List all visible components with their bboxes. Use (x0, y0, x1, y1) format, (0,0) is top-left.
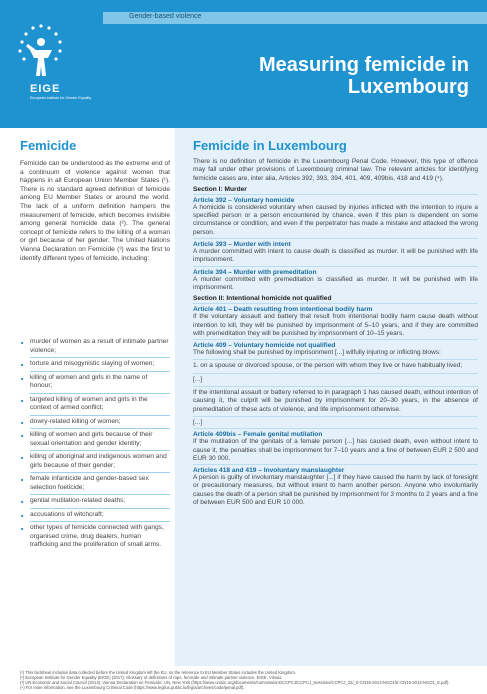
article-409-paragraph-1: 1. on a spouse or divorced spouse, or the person with whom they live or have habitually lived; (193, 362, 463, 370)
footnote: (²) European Institute for Gender Equality (EIGE) (2017), Glossary of definitions of rape, femicide and intimate partner violence, EIGE, Vilnius. (20, 675, 283, 680)
article-394-text: A murder committed with premeditation is classified as murder. It will be punished with life imprisonment. (193, 275, 478, 291)
section-2-heading: Section II: Intentional homicide not qualified (193, 295, 332, 303)
article-409-text: The following shall be punished by imprisonment [...] wilfully injuring or inflicting blows: (193, 349, 441, 357)
article-409-title: Article 409 – Voluntary homicide not qualified (193, 339, 478, 349)
femicide-intro: Femicide can be understood as the extreme end of a continuum of violence against women that happens in all European Union Member States (¹). There is no standard agreed definition of femicide among EU Member States or around the world. The lack of a uniform definition hampers the measurement of femicide, which becomes invisible among general homicide data (²). The general concept of femicide refers to the killing of a woman or girl because of her gender. The United Nations Vienna Declaration on Femicide (³) was the first to identify different types of femicide, including: (20, 160, 170, 262)
tag-label: Gender-based violence (129, 13, 202, 20)
right-column (175, 128, 487, 666)
ellipsis: [...] (193, 375, 203, 383)
article-409bis-title: Article 409bis – Female genital mutilation (193, 428, 478, 438)
article-409bis-text: If the mutilation of the genitals of a female person [...] has caused death, even without intent to cause it, the penalties shall be imprisonment for 7–10 years and a fine of between EUR 2 500 and EUR 30 000. (193, 438, 478, 462)
article-392-title: Article 392 – Voluntary homicide (193, 194, 478, 204)
articles-418-419-title: Articles 418 and 419 – Involuntary manslaughter (193, 464, 478, 474)
list-item: ■ targeted killing of women and girls in the context of armed conflict; (20, 396, 170, 416)
femicide-types-list (20, 338, 170, 552)
footnote: (¹) This factsheet includes data collected before the United Kingdom left the EU, so the reference to EU Member States includes the United Kingdom. (20, 670, 296, 675)
list-item: ■ accusations of witchcraft; (20, 511, 170, 523)
footnote: (⁴) For more information, see the Luxembourg Criminal Code (https://www.legilux.public.lu/leg/a/archives/code/penal.pdf). (20, 685, 245, 690)
list-item: ■ killing of aboriginal and indigenous women and girls because of their gender; (20, 453, 170, 473)
list-item: ■ torture and misogynistic slaying of women; (20, 360, 170, 372)
article-401-text: If the voluntary assault and battery that result from intentional bodily harm cause death without intention to kill, they will be punished by imprisonment of 5–10 years, and if they are committed with premeditation they will be punished by imprisonment of 10–15 years. (193, 313, 478, 337)
femicide-heading: Femicide (20, 138, 77, 153)
tag-bar (103, 12, 487, 24)
luxembourg-content (193, 158, 478, 507)
footnote: (³) UN Economic and Social Council (2013), Vienna Declaration on Femicide, UN, New York (https://www.unodc.org/documents/commissions/CCPCJ/CCPCJ_Sessions/CCPCJ_22/_E-CN15-2013-NGO1/E-CN15-2013-NGO1_E.pdf). (20, 680, 450, 685)
article-401-title: Article 401 – Death resulting from intentional bodily harm (193, 303, 478, 313)
ellipsis: [...] (193, 418, 203, 426)
logo-subtitle: European Institute for Gender Equality (30, 96, 92, 100)
list-item: ■ dowry-related killing of women; (20, 418, 170, 430)
logo-name: EIGE (30, 83, 61, 95)
page-title: Measuring femicide in Luxembourg (258, 54, 469, 98)
section-1-heading: Section I: Murder (193, 185, 247, 193)
luxembourg-heading: Femicide in Luxembourg (193, 138, 347, 153)
list-item: ■ killing of women and girls in the name of honour; (20, 374, 170, 394)
luxembourg-intro: There is no definition of femicide in the Luxembourg Penal Code. However, this type of offence may fall under other provisions of Luxembourg criminal law. The relevant articles for identifying femicide cases are, inter alia, Articles 392, 393, 394, 401, 409, 409bis, 418 and 419 (⁴). (193, 158, 478, 182)
header-banner (0, 0, 487, 128)
article-409-paragraph-2: If the intentional assault or battery referred to in paragraph 1 has caused death, without intention of causing it, the culprit will be punished by imprisonment for 20–30 years, in the absence of premeditation of these acts of violence, and life imprisonment otherwise. (193, 389, 478, 413)
list-item: ■ killing of women and girls because of their sexual orientation and gender identity; (20, 431, 170, 451)
articles-418-419-text: A person is guilty of involuntary manslaughter [...] if they have caused the harm by lack of foresight or precautionary measures, but without intent to harm another person. Anyone who involuntarily causes the death of a person shall be punished by imprisonment for 3 months to 2 years and a fine of between EUR 500 and EUR 10 000. (193, 474, 478, 507)
list-item: ■ female infanticide and gender-based sex selection foeticide; (20, 475, 170, 495)
article-392-text: A homicide is considered voluntary when caused by injuries inflicted with the intention to injure a specified person or a person encountered by chance, even if this plan is dependent on some circumstance or condition, and even if the perpetrator has made a mistake and attacked the wrong person. (193, 203, 478, 236)
list-item: ■ genital mutilation-related deaths; (20, 497, 170, 509)
list-item: ■ other types of femicide connected with gangs, organised crime, drug dealers, human trafficking and the proliferation of small arms. (20, 524, 170, 550)
footnotes (20, 670, 480, 690)
article-393-title: Article 393 – Murder with intent (193, 238, 478, 248)
article-394-title: Article 394 – Murder with premeditation (193, 266, 478, 276)
left-column (0, 128, 175, 666)
list-item: ■ murder of women as a result of intimate partner violence; (20, 338, 170, 358)
article-393-text: A murder committed with intent to cause death is classified as murder. It will be punished with life imprisonment. (193, 248, 478, 264)
